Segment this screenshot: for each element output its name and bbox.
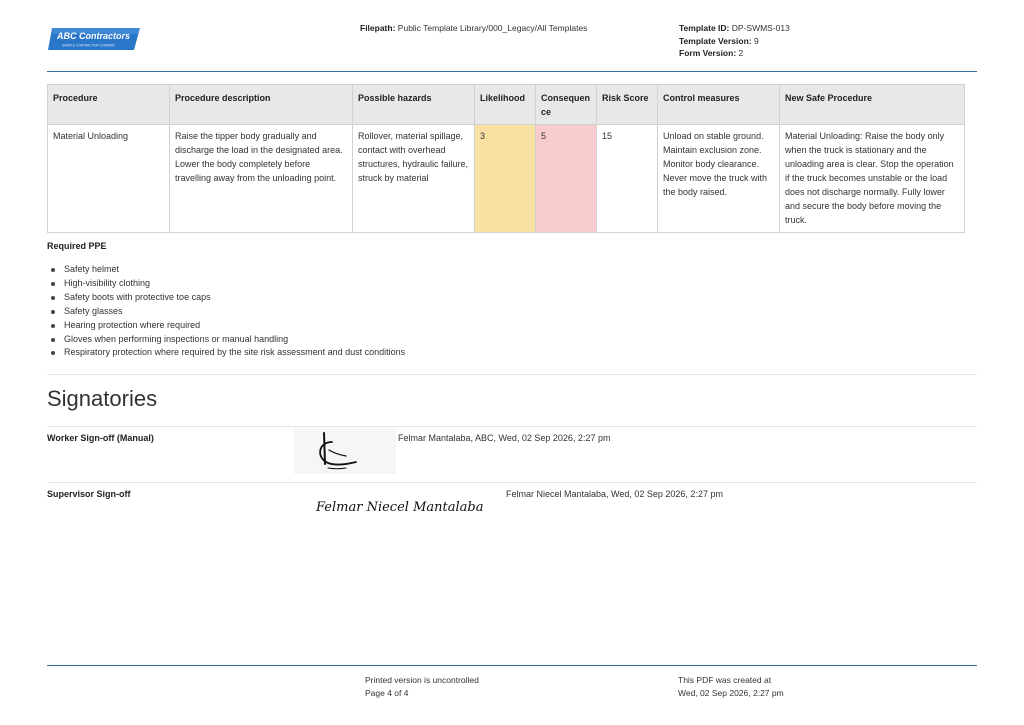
- template-version-value: 9: [753, 35, 759, 46]
- filepath-info: [360, 22, 587, 35]
- company-logo: [48, 26, 140, 52]
- page-number: Page 4 of 4: [365, 687, 409, 698]
- worker-signature-image: [294, 428, 396, 474]
- header-control-measures: Control measures: [658, 85, 780, 125]
- header-possible-hazards: Possible hazards: [353, 85, 475, 125]
- ppe-title: Required PPE: [47, 241, 107, 251]
- logo-subtext: SAMPLE CONTRACTOR COMPANY: [62, 43, 116, 48]
- supervisor-signoff-details: Felmar Niecel Mantalaba, Wed, 02 Sep 2026, 2:27 pm: [506, 489, 723, 499]
- header-new-safe-procedure: New Safe Procedure: [780, 85, 965, 125]
- list-item: Safety glasses: [64, 305, 405, 319]
- list-item: Safety boots with protective toe caps: [64, 291, 405, 305]
- section-divider: [47, 374, 977, 375]
- template-info: [679, 22, 790, 60]
- template-version-label: Template Version:: [679, 35, 752, 46]
- uncontrolled-notice: Printed version is uncontrolled: [365, 675, 479, 685]
- signatory-divider: [47, 426, 977, 427]
- list-item: High-visibility clothing: [64, 277, 405, 291]
- footer-right: [678, 674, 784, 699]
- list-item: Gloves when performing inspections or manual handling: [64, 333, 405, 347]
- list-item: Respiratory protection where required by the site risk assessment and dust conditions: [64, 346, 405, 360]
- filepath-label: Filepath:: [360, 23, 396, 33]
- cell-description: Raise the tipper body gradually and discharge the load in the designated area. Lower the body completely before travelling away from the unloading point.: [170, 125, 353, 233]
- worker-signoff-label: Worker Sign-off (Manual): [47, 433, 154, 443]
- header-divider: [47, 71, 977, 72]
- cell-control-measures: Unload on stable ground. Maintain exclusion zone. Monitor body clearance. Never move the truck with the body raised.: [658, 125, 780, 233]
- cell-hazards: Rollover, material spillage, contact with overhead structures, hydraulic failure, struck by material: [353, 125, 475, 233]
- filepath-value: Public Template Library/000_Legacy/All Templates: [397, 23, 588, 33]
- list-item: Hearing protection where required: [64, 319, 405, 333]
- form-version-label: Form Version:: [679, 48, 737, 58]
- list-item: Safety helmet: [64, 263, 405, 277]
- cell-procedure: Material Unloading: [48, 125, 170, 233]
- supervisor-signature-text: Felmar Niecel Mantalaba: [316, 500, 484, 515]
- created-label: This PDF was created at: [678, 675, 772, 685]
- header-likelihood: Likelihood: [475, 85, 536, 125]
- header-consequence: Consequen ce: [536, 85, 597, 125]
- signatories-heading: Signatories: [47, 386, 158, 411]
- header-procedure: Procedure: [48, 85, 170, 125]
- supervisor-signature-image: [312, 494, 488, 520]
- ppe-list: [64, 263, 405, 360]
- header-procedure-description: Procedure description: [170, 85, 353, 125]
- form-version-value: 2: [738, 48, 744, 58]
- cell-consequence: 5: [536, 125, 597, 233]
- worker-signoff-details: Felmar Mantalaba, ABC, Wed, 02 Sep 2026, 2:27 pm: [398, 433, 611, 443]
- template-id-label: Template ID:: [679, 23, 730, 33]
- header-risk-score: Risk Score: [597, 85, 658, 125]
- cell-new-safe-procedure: Material Unloading: Raise the body only when the truck is stationary and the unloading area is clear. Stop the operation if the truck becomes unstable or the load does not discharge normally. Fully lower and secure the body before moving the truck.: [780, 125, 965, 233]
- footer-divider: [47, 665, 977, 666]
- cell-likelihood: 3: [475, 125, 536, 233]
- table-row: [48, 125, 965, 233]
- template-id-value: DP-SWMS-013: [731, 23, 790, 33]
- signatory-divider: [47, 482, 977, 483]
- footer-center: [365, 674, 479, 699]
- supervisor-signoff-label: Supervisor Sign-off: [47, 489, 131, 499]
- table-header-row: [48, 85, 965, 125]
- cell-risk-score: 15: [597, 125, 658, 233]
- created-timestamp: Wed, 02 Sep 2026, 2:27 pm: [678, 687, 784, 698]
- logo-text: ABC Contractors: [57, 31, 131, 41]
- procedure-table: [47, 84, 965, 233]
